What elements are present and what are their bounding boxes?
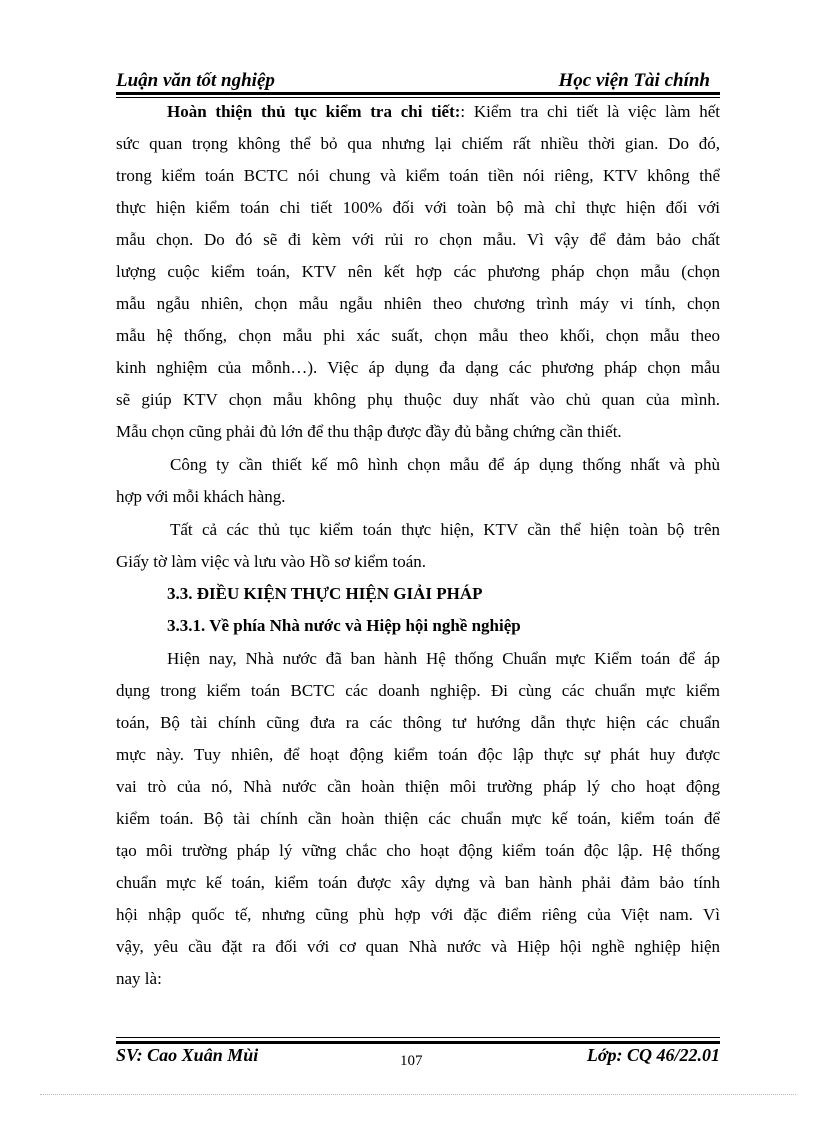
paragraph-line: mực này. Tuy nhiên, để hoạt động kiểm toán độc lập thực sự phát huy được: [116, 745, 720, 764]
paragraph-line: chuẩn mực kế toán, kiểm toán được xây dựng và ban hành phải đảm bảo tính: [116, 873, 720, 892]
footer-rule-thin: [116, 1037, 720, 1038]
paragraph-line: hợp với mỗi khách hàng.: [116, 487, 286, 506]
paragraph-line: Giấy tờ làm việc và lưu vào Hồ sơ kiểm toán.: [116, 552, 426, 571]
page-number: 107: [400, 1053, 423, 1069]
paragraph-line: vậy, yêu cầu đặt ra đối với cơ quan Nhà nước và Hiệp hội nghề nghiệp hiện: [116, 937, 720, 956]
paragraph-line: nay là:: [116, 969, 162, 988]
paragraph-line: lượng cuộc kiểm toán, KTV nên kết hợp các phương pháp chọn mẫu (chọn: [116, 262, 720, 281]
paragraph-line: [116, 96, 720, 128]
paragraph-line: hội nhập quốc tế, nhưng cũng phù hợp với đặc điểm riêng của Việt nam. Vì: [116, 905, 720, 924]
paragraph-line: mẫu ngẫu nhiên, chọn mẫu ngẫu nhiên theo chương trình máy vi tính, chọn: [116, 294, 720, 313]
section-heading: 3.3. ĐIỀU KIỆN THỰC HIỆN GIẢI PHÁP: [167, 584, 483, 603]
footer-student-name: SV: Cao Xuân Mùi: [116, 1045, 259, 1065]
subsection-heading: 3.3.1. Về phía Nhà nước và Hiệp hội nghề nghiệp: [167, 616, 521, 635]
paragraph-line: mẫu hệ thống, chọn mẫu phi xác suất, chọn mẫu theo khối, chọn mẫu theo: [116, 326, 720, 345]
paragraph-line: Hiện nay, Nhà nước đã ban hành Hệ thống Chuẩn mực Kiểm toán để áp: [167, 649, 720, 668]
page-bottom-dotted-line: [40, 1094, 796, 1095]
paragraph-line: vai trò của nó, Nhà nước cần hoàn thiện môi trường pháp lý cho hoạt động: [116, 777, 720, 796]
page-footer: [116, 1045, 720, 1071]
paragraph-line: kiểm toán. Bộ tài chính cần hoàn thiện các chuẩn mực kế toán, kiểm toán để: [116, 809, 720, 828]
paragraph-text: : Kiểm tra chi tiết là việc làm hết: [460, 102, 720, 121]
paragraph-line: kinh nghiệm của mỗnh…). Việc áp dụng đa dạng các phương pháp chọn mẫu: [116, 358, 720, 377]
paragraph-line: Mẫu chọn cũng phải đủ lớn để thu thập được đầy đủ bằng chứng cần thiết.: [116, 422, 622, 441]
paragraph-line: sẽ giúp KTV chọn mẫu không phụ thuộc duy nhất vào chủ quan của mình.: [116, 390, 720, 409]
header-institution-label: Học viện Tài chính: [558, 70, 710, 91]
paragraph-line: toán, Bộ tài chính cũng đưa ra các thông tư hướng dẫn thực hiện các chuẩn: [116, 713, 720, 732]
paragraph-line: trong kiểm toán BCTC nói chung và kiểm toán tiền nói riêng, KTV không thể: [116, 166, 720, 185]
paragraph-line: dụng trong kiểm toán BCTC các doanh nghiệp. Đi cùng các chuẩn mực kiểm: [116, 681, 720, 700]
bold-term: Hoàn thiện thủ tục kiểm tra chi tiết:: [167, 102, 461, 121]
paragraph-line: Công ty cần thiết kế mô hình chọn mẫu để áp dụng thống nhất và phù: [170, 455, 720, 474]
header-rule-thick: [116, 92, 720, 95]
paragraph-line: thực hiện kiểm toán chi tiết 100% đối với toàn bộ mà chỉ thực hiện đối với: [116, 198, 720, 217]
paragraph-line: mẫu chọn. Do đó sẽ đi kèm với rủi ro chọn mẫu. Vì vậy để đảm bảo chất: [116, 230, 720, 249]
paragraph-line: Tất cả các thủ tục kiểm toán thực hiện, KTV cần thể hiện toàn bộ trên: [170, 520, 720, 539]
paragraph-line: tạo môi trường pháp lý vững chắc cho hoạt động kiểm toán độc lập. Hệ thống: [116, 841, 720, 860]
footer-rule-thick: [116, 1041, 720, 1044]
page-header: [116, 66, 720, 90]
footer-class-code: Lớp: CQ 46/22.01: [586, 1045, 720, 1065]
paragraph-line: sức quan trọng không thể bỏ qua nhưng lại chiếm rất nhiều thời gian. Do đó,: [116, 134, 720, 153]
header-thesis-label: Luận văn tốt nghiệp: [116, 70, 275, 91]
